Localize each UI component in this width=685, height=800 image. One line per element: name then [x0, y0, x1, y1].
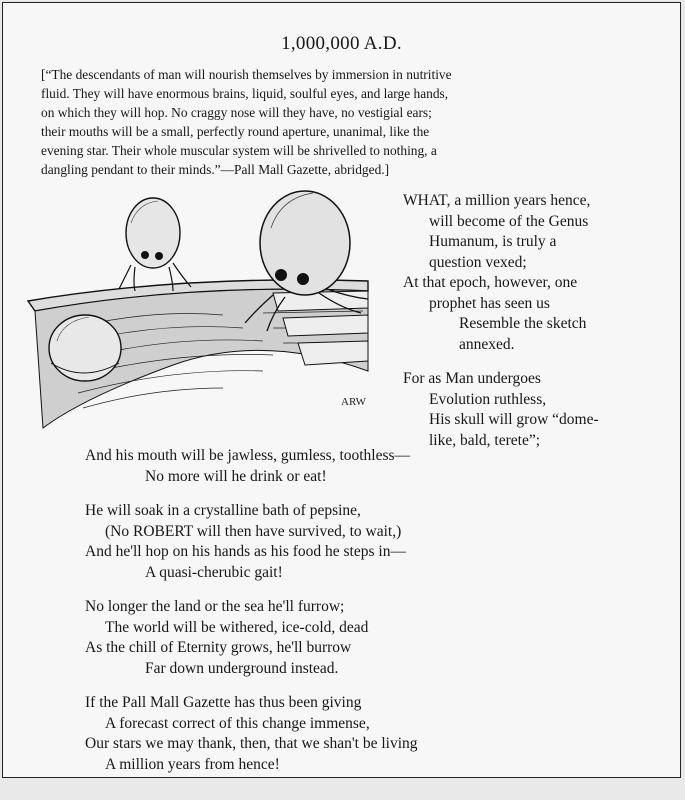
stanza-3	[85, 501, 660, 583]
verse-line: like, bald, terete”;	[429, 431, 541, 449]
poem-title: 1,000,000 A.D.	[281, 33, 402, 54]
verse-line: At that epoch, however, one	[403, 274, 578, 291]
verse-line: And he'll hop on his hands as his food he steps in—	[85, 543, 406, 560]
stanza-1	[403, 191, 652, 355]
verse-right-column	[403, 191, 652, 465]
verse-line: WHAT, a million years hence,	[403, 192, 591, 209]
verse-line: And his mouth will be jawless, gumless, toothless—	[85, 447, 411, 464]
creature-eye	[155, 252, 163, 260]
verse-line: question vexed;	[429, 253, 527, 271]
verse-line: annexed.	[459, 335, 515, 353]
creature-head-swimming	[49, 315, 121, 381]
verse-line: A quasi-cherubic gait!	[145, 563, 283, 581]
verse-line: Humanum, is truly a	[429, 233, 557, 250]
verse-line: No longer the land or the sea he'll furrow;	[85, 598, 345, 615]
epigraph-line: their mouths will be a small, perfectly round aperture, unanimal, like the	[41, 124, 430, 139]
epigraph-line: [“The descendants of man will nourish themselves by immersion in nutritive	[41, 67, 452, 82]
illustrator-signature: ARW	[341, 396, 367, 408]
creature-eye	[297, 273, 309, 285]
stanza-4	[85, 597, 660, 679]
verse-line: A million years from hence!	[105, 755, 280, 773]
verse-line: will become of the Genus	[429, 212, 589, 230]
epigraph-line: on which they will hop. No craggy nose will they have, no vestigial ears;	[41, 105, 432, 120]
verse-bottom	[85, 446, 660, 778]
creature-eye	[141, 251, 149, 259]
stanza-2-bottom	[85, 446, 660, 487]
illustration	[23, 183, 383, 438]
verse-line: As the chill of Eternity grows, he'll burrow	[85, 639, 352, 656]
verse-line: prophet has seen us	[429, 294, 550, 312]
epigraph-line: dangling pendant to their minds.”—Pall Mall Gazette, abridged.]	[41, 162, 390, 177]
verse-line: His skull will grow “dome-	[429, 411, 599, 428]
verse-line: A forecast correct of this change immense,	[105, 714, 370, 732]
verse-line: The world will be withered, ice-cold, dead	[105, 618, 369, 636]
verse-line: Our stars we may thank, then, that we shan't be living	[85, 735, 418, 752]
verse-line: (No ROBERT will then have survived, to wait,)	[105, 522, 402, 540]
verse-line: Resemble the sketch	[459, 315, 587, 332]
epigraph-line: fluid. They will have enormous brains, liquid, soulful eyes, and large hands,	[41, 86, 449, 101]
newspaper-clipping	[2, 2, 681, 778]
verse-line: Far down underground instead.	[145, 659, 339, 677]
creature-eye	[275, 269, 287, 281]
verse-line: If the Pall Mall Gazette has thus been giving	[85, 694, 362, 711]
verse-line: He will soak in a crystalline bath of pepsine,	[85, 502, 361, 519]
verse-line: Evolution ruthless,	[429, 390, 547, 408]
epigraph	[41, 65, 652, 179]
creature-head	[126, 198, 180, 268]
stanza-5	[85, 693, 660, 775]
pool-steps	[273, 291, 368, 365]
epigraph-line: evening star. Their whole muscular system will be shrivelled to nothing, a	[41, 143, 437, 158]
verse-line: For as Man undergoes	[403, 370, 541, 387]
verse-line: No more will he drink or eat!	[145, 467, 327, 485]
stanza-2-top	[403, 369, 652, 451]
